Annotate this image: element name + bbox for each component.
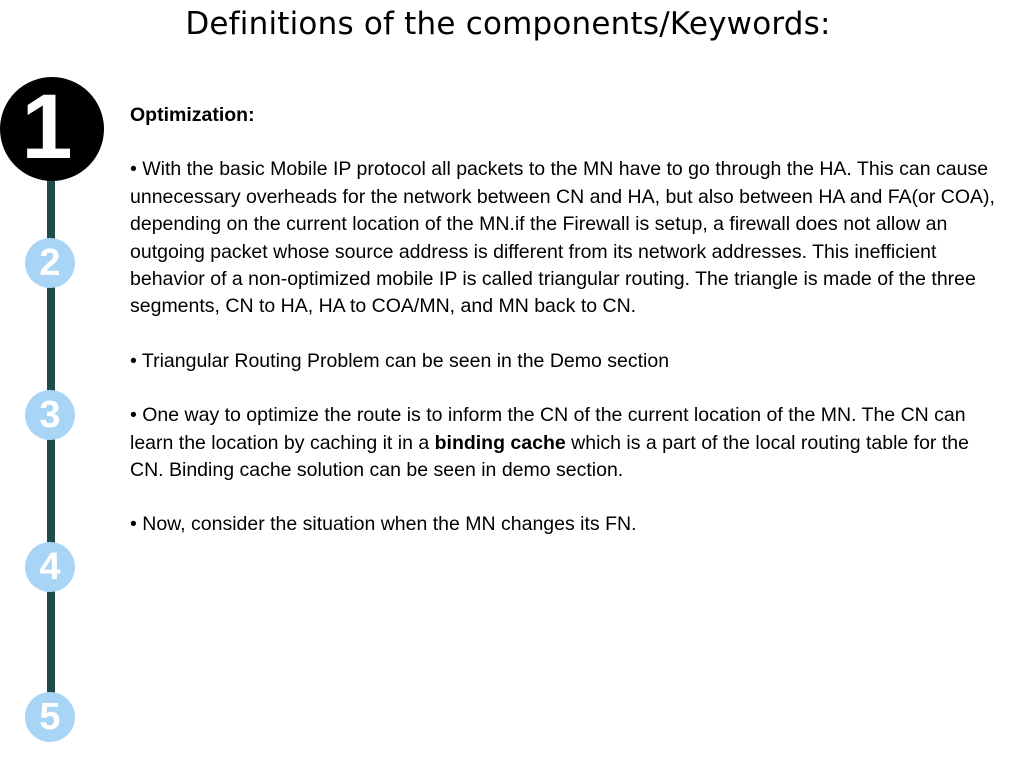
timeline-step-4[interactable] — [25, 542, 75, 592]
paragraph-overview: • With the basic Mobile IP protocol all packets to the MN have to go through the HA. This can cause unnecessary overheads for the network between CN and HA, but also between HA and FA(or COA), depending on the current location of the MN.if the Firewall is setup, a firewall does not allow an outgoing packet whose source address is different from its network addresses. This inefficient behavior of a non-optimized mobile IP is called triangular routing. The triangle is made of the three segments, CN to HA, HA to COA/MN, and MN back to CN. — [130, 158, 995, 318]
step-number: 3 — [39, 394, 61, 436]
paragraph-demo-note: • Triangular Routing Problem can be seen in the Demo section — [130, 349, 670, 372]
page-title: Definitions of the components/Keywords: — [185, 6, 831, 42]
text-run: which is a part of the local routing table for the CN. Binding cache solution can be seen in demo section. — [130, 431, 969, 482]
section-heading: Optimization: — [130, 104, 255, 126]
step-number: 5 — [39, 696, 61, 738]
paragraph-fn-change: • Now, consider the situation when the MN changes its FN. — [130, 513, 637, 536]
timeline-step-2[interactable] — [25, 238, 75, 288]
timeline-step-3[interactable] — [25, 390, 75, 440]
binding-cache-term: binding cache — [434, 431, 566, 454]
timeline-step-5[interactable] — [25, 692, 75, 742]
content-body — [130, 102, 1000, 566]
step-number: 2 — [39, 242, 61, 284]
timeline-step-1[interactable] — [0, 77, 104, 181]
paragraph-binding-cache — [130, 402, 1000, 484]
step-number: 1 — [21, 76, 73, 178]
step-number: 4 — [39, 546, 61, 588]
text-run: • One way to optimize the route is to inform the CN of the current location of the MN. The CN can learn the location by caching it in a — [130, 404, 966, 454]
